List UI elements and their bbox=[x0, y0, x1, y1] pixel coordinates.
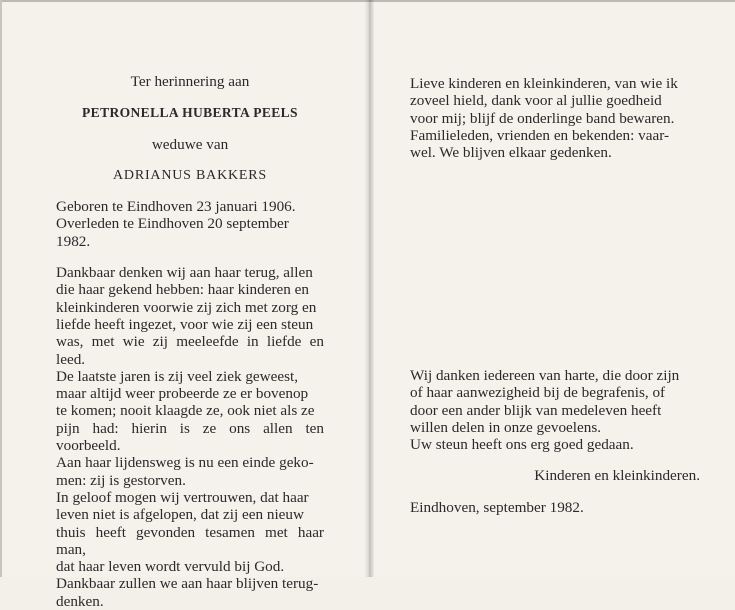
text-line: dat haar leven wordt vervuld bij God. bbox=[56, 558, 285, 576]
farewell-text-block bbox=[410, 75, 700, 161]
right-panel-thanks bbox=[410, 367, 700, 516]
place-date: Eindhoven, september 1982. bbox=[410, 498, 584, 516]
text-line: Lieve kinderen en kleinkinderen, van wie ik bbox=[410, 75, 678, 92]
text-line: zoveel hield, dank voor al jullie goedheid bbox=[410, 92, 662, 110]
text-line: door een ander blijk van medeleven heeft bbox=[410, 401, 662, 419]
death-year-line: 1982. bbox=[56, 232, 91, 250]
card-fold bbox=[364, 0, 374, 577]
text-line: De laatste jaren is zij veel ziek geweest, bbox=[56, 367, 299, 385]
text-line: die haar gekend hebben: haar kinderen en bbox=[56, 281, 310, 299]
text-line: Uw steun heeft ons erg goed gedaan. bbox=[410, 436, 634, 454]
text-line: Wij danken iedereen van harte, die door zijn bbox=[410, 367, 680, 384]
deceased-name: PETRONELLA HUBERTA PEELS bbox=[82, 105, 298, 121]
text-line: te komen; nooit klaagde ze, ook niet als ze bbox=[56, 402, 315, 420]
text-line: of haar aanwezigheid bij de begrafenis, of bbox=[410, 384, 666, 402]
text-line: leven niet is afgelopen, dat zij een nieuw bbox=[56, 506, 304, 524]
memorial-text-block bbox=[56, 264, 324, 610]
husband-name: ADRIANUS BAKKERS bbox=[113, 167, 267, 183]
death-line: Overleden te Eindhoven 20 september bbox=[56, 215, 289, 233]
intro-text: Ter herinnering aan bbox=[130, 73, 250, 90]
text-line: Dankbaar zullen we aan haar blijven terug- bbox=[56, 575, 319, 593]
text-line: In geloof mogen wij vertrouwen, dat haar bbox=[56, 488, 309, 506]
left-panel bbox=[56, 73, 324, 610]
birth-death-block bbox=[56, 198, 324, 250]
text-line: kleinkinderen voorwie zij zich met zorg en bbox=[56, 298, 317, 316]
widow-of-text: weduwe van bbox=[151, 135, 229, 153]
text-line: liefde heeft ingezet, voor wie zij een steun bbox=[56, 315, 314, 333]
right-panel-message bbox=[410, 75, 700, 161]
text-line: Familieleden, vrienden en bekenden: vaar- bbox=[410, 126, 670, 144]
birth-line: Geboren te Eindhoven 23 januari 1906. bbox=[56, 198, 296, 216]
signature: Kinderen en kleinkinderen. bbox=[534, 467, 700, 485]
text-line: denken. bbox=[56, 592, 104, 610]
text-line: Aan haar lijdensweg is nu een einde geko- bbox=[56, 454, 314, 472]
text-line: men: zij is gestorven. bbox=[56, 471, 186, 489]
text-line: maar altijd weer probeerde ze er bovenop bbox=[56, 385, 309, 403]
thanks-text-block bbox=[410, 367, 700, 453]
text-line: thuis heeft gevonden tesamen met haar man, bbox=[56, 523, 324, 558]
text-line: was, met wie zij meeleefde in liefde en leed. bbox=[56, 333, 324, 368]
text-line: pijn had: hierin is ze ons allen ten voorbeeld. bbox=[56, 419, 324, 455]
text-line: wel. We blijven elkaar gedenken. bbox=[410, 144, 612, 162]
card-left-edge bbox=[0, 0, 2, 577]
text-line: willen delen in onze gevoelens. bbox=[410, 418, 602, 436]
text-line: voor mij; blijf de onderlinge band bewaren. bbox=[410, 109, 675, 127]
text-line: Dankbaar denken wij aan haar terug, allen bbox=[56, 264, 313, 282]
